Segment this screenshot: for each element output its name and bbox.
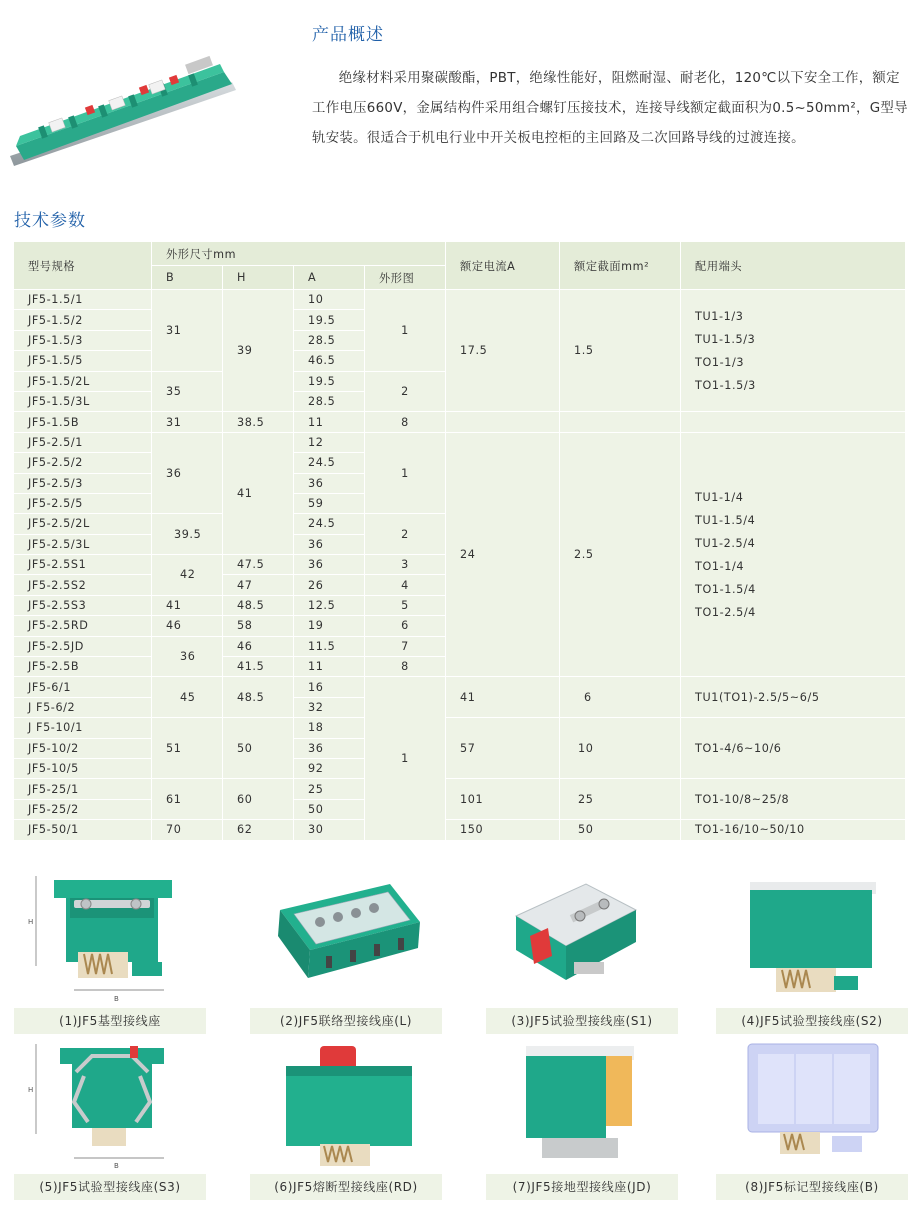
a-cell: 28.5 bbox=[294, 331, 365, 351]
section-cell: 2.5 bbox=[560, 433, 681, 678]
terminal-text: TU1-1/3 TU1-1.5/3 TO1-1/3 TO1-1.5/3 bbox=[695, 309, 756, 392]
model-cell: JF5-2.5B bbox=[14, 657, 152, 677]
model-cell: JF5-1.5/3 bbox=[14, 331, 152, 351]
model-cell: JF5-10/2 bbox=[14, 739, 152, 759]
a-cell: 30 bbox=[294, 820, 365, 840]
h-cell: 60 bbox=[223, 779, 294, 820]
terminal-cell: TO1-16/10~50/10 bbox=[681, 820, 906, 840]
fig-cell: 8 bbox=[365, 412, 446, 432]
dim-b-label: B bbox=[114, 995, 119, 1003]
h-cell: 41.5 bbox=[223, 657, 294, 677]
b-cell: 36 bbox=[152, 637, 223, 678]
b-cell: 61 bbox=[152, 779, 223, 820]
model-cell: JF5-2.5/2 bbox=[14, 453, 152, 473]
terminal-cell: TU1(TO1)-2.5/5~6/5 bbox=[681, 677, 906, 718]
model-cell: JF5-2.5JD bbox=[14, 637, 152, 657]
caption-test-s2: (4)JF5试验型接线座(S2) bbox=[716, 1008, 908, 1034]
fig-cell: 1 bbox=[365, 290, 446, 372]
current-cell: 17.5 bbox=[446, 290, 560, 412]
dim-h-label: H bbox=[28, 918, 34, 926]
terminal-cell-empty bbox=[681, 412, 906, 432]
current-cell: 57 bbox=[446, 718, 560, 779]
a-cell: 24.5 bbox=[294, 453, 365, 473]
caption-test-s3: (5)JF5试验型接线座(S3) bbox=[14, 1174, 206, 1200]
section-cell: 50 bbox=[560, 820, 681, 840]
model-cell: JF5-2.5/3L bbox=[14, 535, 152, 555]
a-cell: 36 bbox=[294, 555, 365, 575]
marker-terminal-drawing bbox=[716, 1036, 908, 1171]
a-cell: 26 bbox=[294, 575, 365, 595]
fig-cell: 1 bbox=[365, 433, 446, 515]
fuse-terminal-drawing bbox=[250, 1036, 442, 1171]
header-dims: 外形尺寸mm bbox=[152, 242, 446, 266]
a-cell: 36 bbox=[294, 739, 365, 759]
a-cell: 92 bbox=[294, 759, 365, 779]
header-a: A bbox=[294, 266, 365, 290]
b-cell: 45 bbox=[152, 677, 223, 718]
terminal-cell bbox=[681, 433, 906, 678]
a-cell: 11.5 bbox=[294, 637, 365, 657]
model-cell: JF5-2.5S2 bbox=[14, 575, 152, 595]
a-cell: 11 bbox=[294, 657, 365, 677]
b-cell: 70 bbox=[152, 820, 223, 840]
test-terminal-s1-drawing bbox=[486, 870, 678, 1005]
terminal-text: TU1-1/4 TU1-1.5/4 TU1-2.5/4 TO1-1/4 TO1-1.5/4 TO1-2.5/4 bbox=[695, 490, 756, 619]
header-b: B bbox=[152, 266, 223, 290]
terminal-cell: TO1-4/6~10/6 bbox=[681, 718, 906, 779]
a-cell: 10 bbox=[294, 290, 365, 310]
a-cell: 12.5 bbox=[294, 596, 365, 616]
basic-terminal-drawing bbox=[14, 870, 206, 1005]
section-cell: 1.5 bbox=[560, 290, 681, 412]
test-terminal-s2-drawing bbox=[716, 870, 908, 1005]
a-cell: 12 bbox=[294, 433, 365, 453]
model-cell: J F5-10/1 bbox=[14, 718, 152, 738]
model-cell: JF5-2.5/5 bbox=[14, 494, 152, 514]
a-cell: 50 bbox=[294, 800, 365, 820]
h-cell: 48.5 bbox=[223, 596, 294, 616]
model-cell: JF5-1.5/5 bbox=[14, 351, 152, 371]
header-model: 型号规格 bbox=[14, 242, 152, 290]
b-cell: 35 bbox=[152, 372, 223, 413]
h-cell: 41 bbox=[223, 433, 294, 555]
b-cell: 41 bbox=[152, 596, 223, 616]
section-cell: 25 bbox=[560, 779, 681, 820]
terminal-rail-illustration bbox=[10, 38, 240, 178]
model-cell: JF5-2.5S3 bbox=[14, 596, 152, 616]
b-cell: 42 bbox=[152, 555, 223, 596]
h-cell: 46 bbox=[223, 637, 294, 657]
fig-cell: 8 bbox=[365, 657, 446, 677]
h-cell: 48.5 bbox=[223, 677, 294, 718]
overview-title: 产品概述 bbox=[312, 25, 384, 45]
spec-title: 技术参数 bbox=[14, 211, 86, 231]
model-cell: JF5-50/1 bbox=[14, 820, 152, 840]
h-cell: 58 bbox=[223, 616, 294, 636]
header-terminal: 配用端头 bbox=[681, 242, 906, 290]
b-cell: 31 bbox=[152, 290, 223, 372]
model-cell: JF5-2.5/3 bbox=[14, 474, 152, 494]
section-cell: 6 bbox=[560, 677, 681, 718]
h-cell: 38.5 bbox=[223, 412, 294, 432]
fig-cell: 2 bbox=[365, 514, 446, 555]
current-cell-empty bbox=[446, 412, 560, 432]
current-cell: 150 bbox=[446, 820, 560, 840]
a-cell: 24.5 bbox=[294, 514, 365, 534]
current-cell: 101 bbox=[446, 779, 560, 820]
a-cell: 28.5 bbox=[294, 392, 365, 412]
a-cell: 19.5 bbox=[294, 310, 365, 330]
model-cell: JF5-1.5/3L bbox=[14, 392, 152, 412]
caption-basic: (1)JF5基型接线座 bbox=[14, 1008, 206, 1034]
overview-text: 绝缘材料采用聚碳酸酯，PBT，绝缘性能好，阻燃耐湿、耐老化，120℃以下安全工作，额定工作电压660V，金属结构件采用组合螺钉压接技术，连接导线额定截面积为0.5~50mm²，G型导轨安装。很适合于机电行业中开关板电控柜的主回路及二次回路导线的过渡连接。 bbox=[312, 71, 908, 146]
h-cell: 62 bbox=[223, 820, 294, 840]
section-cell-empty bbox=[560, 412, 681, 432]
terminal-cell bbox=[681, 290, 906, 412]
model-cell: JF5-10/5 bbox=[14, 759, 152, 779]
model-cell: JF5-1.5/2L bbox=[14, 372, 152, 392]
h-cell: 47 bbox=[223, 575, 294, 595]
a-cell: 25 bbox=[294, 779, 365, 799]
b-cell: 36 bbox=[152, 433, 223, 515]
fig-cell: 6 bbox=[365, 616, 446, 636]
model-cell: JF5-1.5/1 bbox=[14, 290, 152, 310]
fig-cell: 4 bbox=[365, 575, 446, 595]
a-cell: 32 bbox=[294, 698, 365, 718]
h-cell: 47.5 bbox=[223, 555, 294, 575]
link-terminal-drawing bbox=[250, 870, 442, 1005]
model-cell: JF5-2.5/1 bbox=[14, 433, 152, 453]
model-cell: JF5-2.5/2L bbox=[14, 514, 152, 534]
a-cell: 59 bbox=[294, 494, 365, 514]
ground-terminal-drawing bbox=[486, 1036, 678, 1171]
model-cell: JF5-1.5/2 bbox=[14, 310, 152, 330]
model-cell: JF5-25/1 bbox=[14, 779, 152, 799]
model-cell: JF5-25/2 bbox=[14, 800, 152, 820]
model-cell: JF5-1.5B bbox=[14, 412, 152, 432]
a-cell: 19 bbox=[294, 616, 365, 636]
spec-table bbox=[14, 242, 906, 841]
header-section: 额定截面mm² bbox=[560, 242, 681, 290]
caption-test-s1: (3)JF5试验型接线座(S1) bbox=[486, 1008, 678, 1034]
caption-marker: (8)JF5标记型接线座(B) bbox=[716, 1174, 908, 1200]
a-cell: 11 bbox=[294, 412, 365, 432]
fig-cell: 5 bbox=[365, 596, 446, 616]
model-cell: J F5-6/2 bbox=[14, 698, 152, 718]
b-cell: 31 bbox=[152, 412, 223, 432]
section-cell: 10 bbox=[560, 718, 681, 779]
a-cell: 36 bbox=[294, 474, 365, 494]
caption-ground: (7)JF5接地型接线座(JD) bbox=[486, 1174, 678, 1200]
current-cell: 41 bbox=[446, 677, 560, 718]
caption-fuse: (6)JF5熔断型接线座(RD) bbox=[250, 1174, 442, 1200]
header-h: H bbox=[223, 266, 294, 290]
a-cell: 16 bbox=[294, 677, 365, 697]
a-cell: 36 bbox=[294, 535, 365, 555]
fig-cell: 3 bbox=[365, 555, 446, 575]
model-cell: JF5-6/1 bbox=[14, 677, 152, 697]
test-terminal-s3-drawing bbox=[14, 1036, 206, 1171]
fig-cell: 7 bbox=[365, 637, 446, 657]
current-cell: 24 bbox=[446, 433, 560, 678]
caption-link: (2)JF5联络型接线座(L) bbox=[250, 1008, 442, 1034]
a-cell: 46.5 bbox=[294, 351, 365, 371]
dim-h-label: H bbox=[28, 1086, 34, 1094]
model-cell: JF5-2.5RD bbox=[14, 616, 152, 636]
h-cell: 39 bbox=[223, 290, 294, 412]
header-fig: 外形图 bbox=[365, 266, 446, 290]
b-cell: 51 bbox=[152, 718, 223, 779]
b-cell: 46 bbox=[152, 616, 223, 636]
model-cell: JF5-2.5S1 bbox=[14, 555, 152, 575]
a-cell: 19.5 bbox=[294, 372, 365, 392]
terminal-cell: TO1-10/8~25/8 bbox=[681, 779, 906, 820]
fig-cell: 1 bbox=[365, 677, 446, 840]
a-cell: 18 bbox=[294, 718, 365, 738]
h-cell: 50 bbox=[223, 718, 294, 779]
fig-cell: 2 bbox=[365, 372, 446, 413]
dim-b-label: B bbox=[114, 1162, 119, 1170]
b-cell: 39.5 bbox=[152, 514, 223, 555]
header-current: 额定电流A bbox=[446, 242, 560, 290]
